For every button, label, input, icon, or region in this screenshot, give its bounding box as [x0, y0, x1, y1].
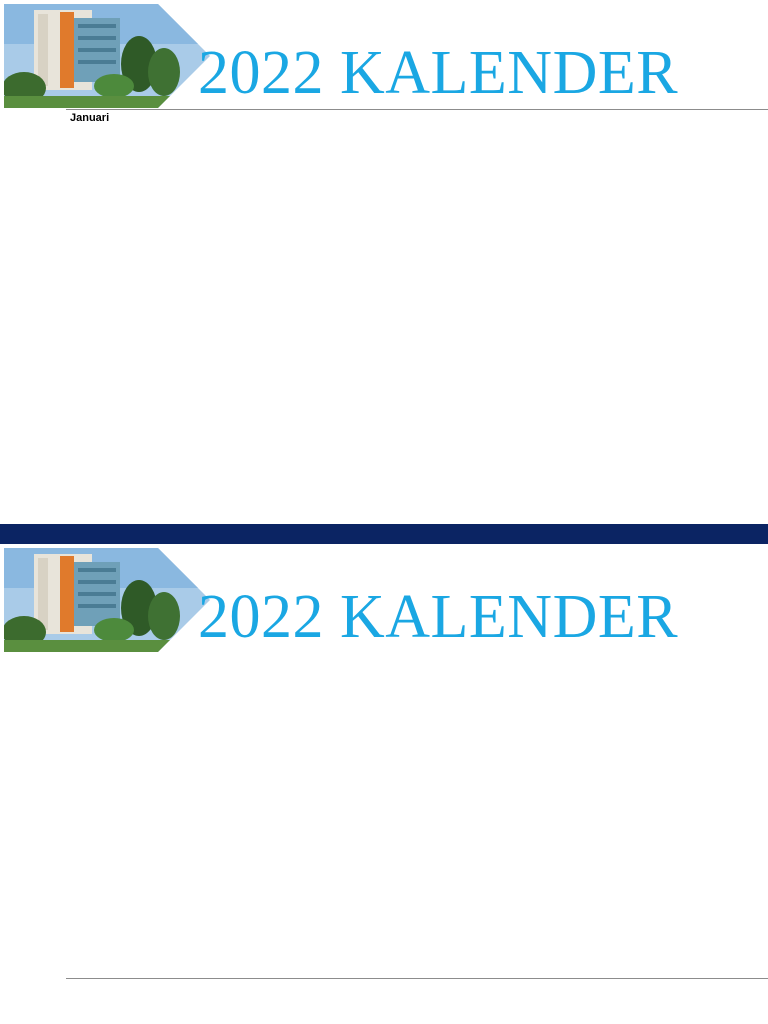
month-table-januari	[66, 109, 768, 126]
divider	[66, 978, 768, 979]
building-photo	[4, 548, 210, 652]
month-name: Januari	[70, 112, 110, 124]
calendar-title: 2022 KALENDER	[198, 583, 679, 651]
building-photo	[4, 4, 210, 108]
divider	[66, 109, 768, 110]
calendar-title: 2022 KALENDER	[198, 39, 679, 107]
page-separator	[0, 524, 768, 544]
calendar-page-2	[0, 544, 768, 1024]
